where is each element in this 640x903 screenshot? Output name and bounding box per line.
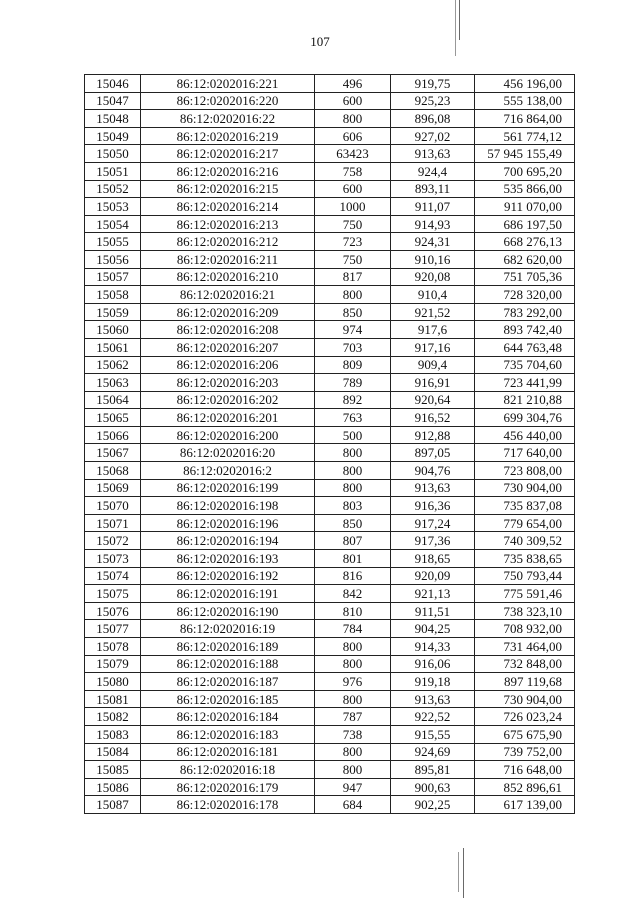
total-value-cell: 456 196,00	[475, 75, 575, 93]
row-number-cell: 15082	[85, 708, 141, 726]
total-value-cell: 775 591,46	[475, 585, 575, 603]
total-value-cell: 735 838,65	[475, 550, 575, 568]
unit-price-cell: 927,02	[391, 127, 475, 145]
unit-price-cell: 895,81	[391, 761, 475, 779]
area-cell: 784	[315, 620, 391, 638]
table-row	[85, 250, 575, 268]
unit-price-cell: 920,08	[391, 268, 475, 286]
cadastral-number-cell: 86:12:0202016:193	[141, 550, 315, 568]
cadastral-number-cell: 86:12:0202016:217	[141, 145, 315, 163]
unit-price-cell: 909,4	[391, 356, 475, 374]
table-row	[85, 462, 575, 480]
table-row	[85, 620, 575, 638]
page-number: 107	[310, 34, 330, 49]
total-value-cell: 750 793,44	[475, 567, 575, 585]
row-number-cell: 15086	[85, 778, 141, 796]
row-number-cell: 15065	[85, 409, 141, 427]
row-number-cell: 15069	[85, 479, 141, 497]
total-value-cell: 751 705,36	[475, 268, 575, 286]
cadastral-number-cell: 86:12:0202016:199	[141, 479, 315, 497]
total-value-cell: 723 808,00	[475, 462, 575, 480]
table-row	[85, 391, 575, 409]
area-cell: 787	[315, 708, 391, 726]
cadastral-number-cell: 86:12:0202016:194	[141, 532, 315, 550]
table-row	[85, 409, 575, 427]
cadastral-number-cell: 86:12:0202016:189	[141, 638, 315, 656]
unit-price-cell: 916,91	[391, 374, 475, 392]
total-value-cell: 731 464,00	[475, 638, 575, 656]
cadastral-number-cell: 86:12:0202016:221	[141, 75, 315, 93]
cadastral-number-cell: 86:12:0202016:192	[141, 567, 315, 585]
table-row	[85, 638, 575, 656]
scan-artifact-line	[458, 852, 459, 892]
area-cell: 974	[315, 321, 391, 339]
table-row	[85, 145, 575, 163]
row-number-cell: 15067	[85, 444, 141, 462]
table-row	[85, 761, 575, 779]
unit-price-cell: 900,63	[391, 778, 475, 796]
total-value-cell: 456 440,00	[475, 426, 575, 444]
unit-price-cell: 917,6	[391, 321, 475, 339]
table-row	[85, 127, 575, 145]
cadastral-number-cell: 86:12:0202016:178	[141, 796, 315, 814]
table-body	[85, 75, 575, 814]
unit-price-cell: 914,33	[391, 638, 475, 656]
row-number-cell: 15073	[85, 550, 141, 568]
table-row	[85, 743, 575, 761]
row-number-cell: 15063	[85, 374, 141, 392]
unit-price-cell: 924,31	[391, 233, 475, 251]
total-value-cell: 728 320,00	[475, 286, 575, 304]
table-row	[85, 374, 575, 392]
table-row	[85, 673, 575, 691]
table-row	[85, 356, 575, 374]
table-row	[85, 268, 575, 286]
unit-price-cell: 896,08	[391, 110, 475, 128]
cadastral-number-cell: 86:12:0202016:2	[141, 462, 315, 480]
total-value-cell: 700 695,20	[475, 162, 575, 180]
table-row	[85, 708, 575, 726]
total-value-cell: 732 848,00	[475, 655, 575, 673]
cadastral-number-cell: 86:12:0202016:208	[141, 321, 315, 339]
unit-price-cell: 922,52	[391, 708, 475, 726]
row-number-cell: 15062	[85, 356, 141, 374]
total-value-cell: 675 675,90	[475, 725, 575, 743]
table-row	[85, 162, 575, 180]
area-cell: 803	[315, 497, 391, 515]
cadastral-number-cell: 86:12:0202016:18	[141, 761, 315, 779]
cadastral-number-cell: 86:12:0202016:220	[141, 92, 315, 110]
unit-price-cell: 921,52	[391, 303, 475, 321]
row-number-cell: 15071	[85, 514, 141, 532]
total-value-cell: 535 866,00	[475, 180, 575, 198]
unit-price-cell: 917,36	[391, 532, 475, 550]
row-number-cell: 15049	[85, 127, 141, 145]
area-cell: 800	[315, 761, 391, 779]
table-row	[85, 303, 575, 321]
total-value-cell: 852 896,61	[475, 778, 575, 796]
area-cell: 892	[315, 391, 391, 409]
cadastral-number-cell: 86:12:0202016:181	[141, 743, 315, 761]
total-value-cell: 668 276,13	[475, 233, 575, 251]
total-value-cell: 730 904,00	[475, 690, 575, 708]
cadastral-value-table	[84, 74, 575, 814]
unit-price-cell: 913,63	[391, 479, 475, 497]
table-row	[85, 479, 575, 497]
unit-price-cell: 912,88	[391, 426, 475, 444]
cadastral-number-cell: 86:12:0202016:214	[141, 198, 315, 216]
unit-price-cell: 913,63	[391, 145, 475, 163]
cadastral-number-cell: 86:12:0202016:179	[141, 778, 315, 796]
unit-price-cell: 916,52	[391, 409, 475, 427]
cadastral-number-cell: 86:12:0202016:201	[141, 409, 315, 427]
total-value-cell: 726 023,24	[475, 708, 575, 726]
area-cell: 800	[315, 690, 391, 708]
cadastral-number-cell: 86:12:0202016:184	[141, 708, 315, 726]
row-number-cell: 15072	[85, 532, 141, 550]
row-number-cell: 15060	[85, 321, 141, 339]
row-number-cell: 15081	[85, 690, 141, 708]
area-cell: 750	[315, 215, 391, 233]
table-row	[85, 532, 575, 550]
row-number-cell: 15052	[85, 180, 141, 198]
cadastral-number-cell: 86:12:0202016:20	[141, 444, 315, 462]
cadastral-number-cell: 86:12:0202016:200	[141, 426, 315, 444]
unit-price-cell: 910,16	[391, 250, 475, 268]
unit-price-cell: 902,25	[391, 796, 475, 814]
cadastral-number-cell: 86:12:0202016:219	[141, 127, 315, 145]
unit-price-cell: 913,63	[391, 690, 475, 708]
area-cell: 63423	[315, 145, 391, 163]
total-value-cell: 735 837,08	[475, 497, 575, 515]
table-row	[85, 338, 575, 356]
unit-price-cell: 916,06	[391, 655, 475, 673]
area-cell: 809	[315, 356, 391, 374]
row-number-cell: 15046	[85, 75, 141, 93]
total-value-cell: 779 654,00	[475, 514, 575, 532]
total-value-cell: 735 704,60	[475, 356, 575, 374]
unit-price-cell: 917,16	[391, 338, 475, 356]
area-cell: 600	[315, 92, 391, 110]
total-value-cell: 717 640,00	[475, 444, 575, 462]
cadastral-number-cell: 86:12:0202016:22	[141, 110, 315, 128]
table-row	[85, 550, 575, 568]
table-row	[85, 110, 575, 128]
unit-price-cell: 919,75	[391, 75, 475, 93]
area-cell: 850	[315, 514, 391, 532]
unit-price-cell: 925,23	[391, 92, 475, 110]
cadastral-number-cell: 86:12:0202016:216	[141, 162, 315, 180]
row-number-cell: 15084	[85, 743, 141, 761]
table-row	[85, 180, 575, 198]
row-number-cell: 15075	[85, 585, 141, 603]
row-number-cell: 15074	[85, 567, 141, 585]
area-cell: 800	[315, 655, 391, 673]
cadastral-number-cell: 86:12:0202016:190	[141, 602, 315, 620]
unit-price-cell: 924,4	[391, 162, 475, 180]
total-value-cell: 730 904,00	[475, 479, 575, 497]
row-number-cell: 15050	[85, 145, 141, 163]
unit-price-cell: 904,76	[391, 462, 475, 480]
area-cell: 684	[315, 796, 391, 814]
row-number-cell: 15055	[85, 233, 141, 251]
table-row	[85, 602, 575, 620]
table-row	[85, 75, 575, 93]
cadastral-number-cell: 86:12:0202016:187	[141, 673, 315, 691]
total-value-cell: 783 292,00	[475, 303, 575, 321]
cadastral-number-cell: 86:12:0202016:207	[141, 338, 315, 356]
total-value-cell: 897 119,68	[475, 673, 575, 691]
table-row	[85, 286, 575, 304]
cadastral-number-cell: 86:12:0202016:203	[141, 374, 315, 392]
table-row	[85, 655, 575, 673]
row-number-cell: 15087	[85, 796, 141, 814]
row-number-cell: 15066	[85, 426, 141, 444]
cadastral-number-cell: 86:12:0202016:212	[141, 233, 315, 251]
area-cell: 500	[315, 426, 391, 444]
unit-price-cell: 910,4	[391, 286, 475, 304]
row-number-cell: 15076	[85, 602, 141, 620]
area-cell: 723	[315, 233, 391, 251]
cadastral-number-cell: 86:12:0202016:213	[141, 215, 315, 233]
row-number-cell: 15047	[85, 92, 141, 110]
total-value-cell: 682 620,00	[475, 250, 575, 268]
unit-price-cell: 921,13	[391, 585, 475, 603]
table-row	[85, 585, 575, 603]
cadastral-number-cell: 86:12:0202016:191	[141, 585, 315, 603]
unit-price-cell: 904,25	[391, 620, 475, 638]
unit-price-cell: 897,05	[391, 444, 475, 462]
area-cell: 1000	[315, 198, 391, 216]
table-row	[85, 725, 575, 743]
cadastral-number-cell: 86:12:0202016:196	[141, 514, 315, 532]
row-number-cell: 15057	[85, 268, 141, 286]
cadastral-number-cell: 86:12:0202016:206	[141, 356, 315, 374]
total-value-cell: 893 742,40	[475, 321, 575, 339]
table-row	[85, 92, 575, 110]
total-value-cell: 740 309,52	[475, 532, 575, 550]
area-cell: 738	[315, 725, 391, 743]
row-number-cell: 15058	[85, 286, 141, 304]
row-number-cell: 15059	[85, 303, 141, 321]
table-row	[85, 690, 575, 708]
total-value-cell: 911 070,00	[475, 198, 575, 216]
unit-price-cell: 893,11	[391, 180, 475, 198]
table-row	[85, 514, 575, 532]
row-number-cell: 15054	[85, 215, 141, 233]
total-value-cell: 723 441,99	[475, 374, 575, 392]
row-number-cell: 15053	[85, 198, 141, 216]
total-value-cell: 555 138,00	[475, 92, 575, 110]
area-cell: 496	[315, 75, 391, 93]
row-number-cell: 15056	[85, 250, 141, 268]
area-cell: 850	[315, 303, 391, 321]
row-number-cell: 15048	[85, 110, 141, 128]
row-number-cell: 15078	[85, 638, 141, 656]
total-value-cell: 739 752,00	[475, 743, 575, 761]
table-row	[85, 497, 575, 515]
row-number-cell: 15079	[85, 655, 141, 673]
cadastral-number-cell: 86:12:0202016:202	[141, 391, 315, 409]
row-number-cell: 15083	[85, 725, 141, 743]
area-cell: 703	[315, 338, 391, 356]
unit-price-cell: 917,24	[391, 514, 475, 532]
row-number-cell: 15051	[85, 162, 141, 180]
scan-artifact-line	[463, 848, 464, 898]
row-number-cell: 15080	[85, 673, 141, 691]
unit-price-cell: 911,51	[391, 602, 475, 620]
unit-price-cell: 915,55	[391, 725, 475, 743]
row-number-cell: 15077	[85, 620, 141, 638]
cadastral-number-cell: 86:12:0202016:211	[141, 250, 315, 268]
unit-price-cell: 914,93	[391, 215, 475, 233]
area-cell: 947	[315, 778, 391, 796]
area-cell: 606	[315, 127, 391, 145]
row-number-cell: 15061	[85, 338, 141, 356]
table-row	[85, 796, 575, 814]
total-value-cell: 699 304,76	[475, 409, 575, 427]
unit-price-cell: 916,36	[391, 497, 475, 515]
area-cell: 800	[315, 286, 391, 304]
table-row	[85, 321, 575, 339]
total-value-cell: 644 763,48	[475, 338, 575, 356]
unit-price-cell: 924,69	[391, 743, 475, 761]
table-row	[85, 426, 575, 444]
unit-price-cell: 920,64	[391, 391, 475, 409]
total-value-cell: 57 945 155,49	[475, 145, 575, 163]
unit-price-cell: 911,07	[391, 198, 475, 216]
area-cell: 758	[315, 162, 391, 180]
area-cell: 800	[315, 638, 391, 656]
area-cell: 800	[315, 462, 391, 480]
cadastral-number-cell: 86:12:0202016:198	[141, 497, 315, 515]
table-row	[85, 233, 575, 251]
table-row	[85, 778, 575, 796]
area-cell: 807	[315, 532, 391, 550]
unit-price-cell: 920,09	[391, 567, 475, 585]
cadastral-number-cell: 86:12:0202016:215	[141, 180, 315, 198]
area-cell: 810	[315, 602, 391, 620]
table-row	[85, 198, 575, 216]
total-value-cell: 821 210,88	[475, 391, 575, 409]
total-value-cell: 617 139,00	[475, 796, 575, 814]
unit-price-cell: 918,65	[391, 550, 475, 568]
area-cell: 816	[315, 567, 391, 585]
total-value-cell: 686 197,50	[475, 215, 575, 233]
area-cell: 600	[315, 180, 391, 198]
cadastral-number-cell: 86:12:0202016:185	[141, 690, 315, 708]
table-row	[85, 215, 575, 233]
area-cell: 750	[315, 250, 391, 268]
cadastral-number-cell: 86:12:0202016:188	[141, 655, 315, 673]
cadastral-number-cell: 86:12:0202016:183	[141, 725, 315, 743]
area-cell: 800	[315, 444, 391, 462]
cadastral-number-cell: 86:12:0202016:21	[141, 286, 315, 304]
area-cell: 800	[315, 743, 391, 761]
area-cell: 800	[315, 479, 391, 497]
area-cell: 817	[315, 268, 391, 286]
total-value-cell: 561 774,12	[475, 127, 575, 145]
row-number-cell: 15068	[85, 462, 141, 480]
area-cell: 842	[315, 585, 391, 603]
total-value-cell: 708 932,00	[475, 620, 575, 638]
area-cell: 763	[315, 409, 391, 427]
table-row	[85, 444, 575, 462]
row-number-cell: 15070	[85, 497, 141, 515]
area-cell: 976	[315, 673, 391, 691]
row-number-cell: 15085	[85, 761, 141, 779]
table-row	[85, 567, 575, 585]
row-number-cell: 15064	[85, 391, 141, 409]
cadastral-number-cell: 86:12:0202016:19	[141, 620, 315, 638]
area-cell: 800	[315, 110, 391, 128]
cadastral-number-cell: 86:12:0202016:209	[141, 303, 315, 321]
area-cell: 789	[315, 374, 391, 392]
total-value-cell: 716 648,00	[475, 761, 575, 779]
total-value-cell: 716 864,00	[475, 110, 575, 128]
unit-price-cell: 919,18	[391, 673, 475, 691]
total-value-cell: 738 323,10	[475, 602, 575, 620]
area-cell: 801	[315, 550, 391, 568]
cadastral-number-cell: 86:12:0202016:210	[141, 268, 315, 286]
